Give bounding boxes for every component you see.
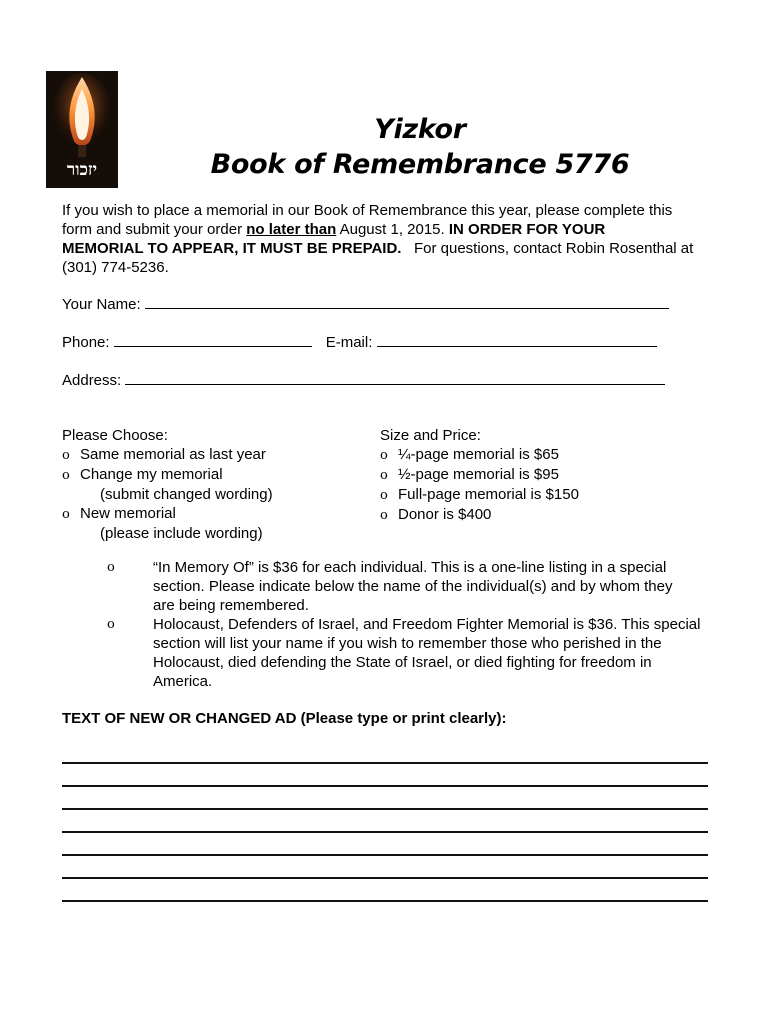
size-option-half[interactable] [380, 465, 700, 485]
option-note: (please include wording) [100, 525, 263, 542]
title-line-2: Book of Remembrance 5776 [210, 149, 630, 180]
special-option-holocaust[interactable] [105, 615, 725, 691]
choose-option-new[interactable] [62, 504, 372, 524]
logo-hebrew-text: יזכור [66, 160, 98, 180]
option-note: (submit changed wording) [100, 486, 273, 503]
writing-line[interactable] [62, 808, 708, 810]
intro-line-2 [62, 220, 722, 239]
checkbox-circle-icon[interactable]: o [380, 488, 388, 503]
intro-date: August 1, 2015. [336, 221, 449, 238]
option-label: Full-page memorial is $150 [398, 486, 579, 503]
address-field [62, 370, 665, 390]
writing-line[interactable] [62, 762, 708, 764]
special-text-line: Holocaust, Defenders of Israel, and Freedom Fighter Memorial is $36. This special [153, 616, 701, 633]
special-text-line: America. [153, 673, 213, 690]
yizkor-flame-logo [46, 71, 118, 188]
name-blank[interactable] [145, 294, 669, 309]
ad-text-heading: TEXT OF NEW OR CHANGED AD (Please type or print clearly): [62, 710, 507, 727]
special-text-line: are being remembered. [153, 597, 309, 614]
special-option-in-memory[interactable] [105, 558, 725, 615]
intro-line-3 [62, 239, 722, 258]
option-label: Change my memorial [80, 466, 223, 483]
option-label: Donor is $400 [398, 506, 492, 523]
special-text-line: Holocaust, died defending the State of Israel, or died fighting for freedom in [153, 654, 652, 671]
email-blank[interactable] [377, 332, 657, 347]
intro-paragraph [62, 201, 722, 277]
special-listings [105, 558, 725, 691]
writing-line[interactable] [62, 900, 708, 902]
size-option-quarter[interactable] [380, 445, 700, 465]
writing-line[interactable] [62, 877, 708, 879]
ad-text-lines [62, 762, 708, 923]
option-label: New memorial [80, 505, 176, 522]
name-field [62, 294, 669, 314]
name-label: Your Name: [62, 296, 145, 313]
checkbox-circle-icon[interactable]: o [380, 448, 388, 463]
memorial-options [62, 426, 372, 543]
size-option-donor[interactable] [380, 505, 700, 525]
checkbox-circle-icon[interactable]: o [62, 448, 70, 463]
special-text-line: section will list your name if you wish to remember those who perished in the [153, 635, 662, 652]
contact-fields [62, 332, 657, 352]
page-title [130, 112, 710, 182]
checkbox-circle-icon[interactable]: o [62, 507, 70, 522]
sizes-heading: Size and Price: [380, 427, 481, 444]
choose-option-same[interactable] [62, 445, 372, 465]
checkbox-circle-icon[interactable]: o [62, 468, 70, 483]
deadline-emphasis: no later than [246, 221, 337, 238]
writing-line[interactable] [62, 831, 708, 833]
writing-line[interactable] [62, 854, 708, 856]
special-text-line: section. Please indicate below the name of the individual(s) and by whom they [153, 578, 673, 595]
address-label: Address: [62, 372, 126, 389]
checkbox-circle-icon[interactable]: o [380, 468, 388, 483]
size-option-full[interactable] [380, 485, 700, 505]
checkbox-circle-icon[interactable]: o [107, 560, 115, 575]
checkbox-circle-icon[interactable]: o [107, 617, 115, 632]
option-label: Same memorial as last year [80, 446, 266, 463]
email-label: E-mail: [325, 334, 377, 351]
title-line-1: Yizkor [374, 114, 466, 145]
size-price-options [380, 426, 700, 525]
choose-heading: Please Choose: [62, 427, 168, 444]
prepaid-notice: IN ORDER FOR YOUR [448, 221, 606, 238]
option-label: ½-page memorial is $95 [398, 466, 559, 483]
writing-line[interactable] [62, 785, 708, 787]
prepaid-notice-cont: MEMORIAL TO APPEAR, IT MUST BE PREPAID. [62, 240, 402, 257]
choose-option-change[interactable] [62, 465, 372, 485]
phone-label: Phone: [62, 334, 114, 351]
checkbox-circle-icon[interactable]: o [380, 508, 388, 523]
contact-text: For questions, contact Robin Rosenthal at [401, 240, 694, 257]
special-text-line: “In Memory Of” is $36 for each individual. This is a one-line listing in a special [153, 559, 667, 576]
intro-text: form and submit your order [62, 221, 247, 238]
address-blank[interactable] [125, 370, 665, 385]
intro-line-4: (301) 774-5236. [62, 259, 169, 276]
phone-blank[interactable] [114, 332, 312, 347]
intro-line-1: If you wish to place a memorial in our Book of Remembrance this year, please complete this [62, 202, 673, 219]
option-label: ¼-page memorial is $65 [398, 446, 559, 463]
